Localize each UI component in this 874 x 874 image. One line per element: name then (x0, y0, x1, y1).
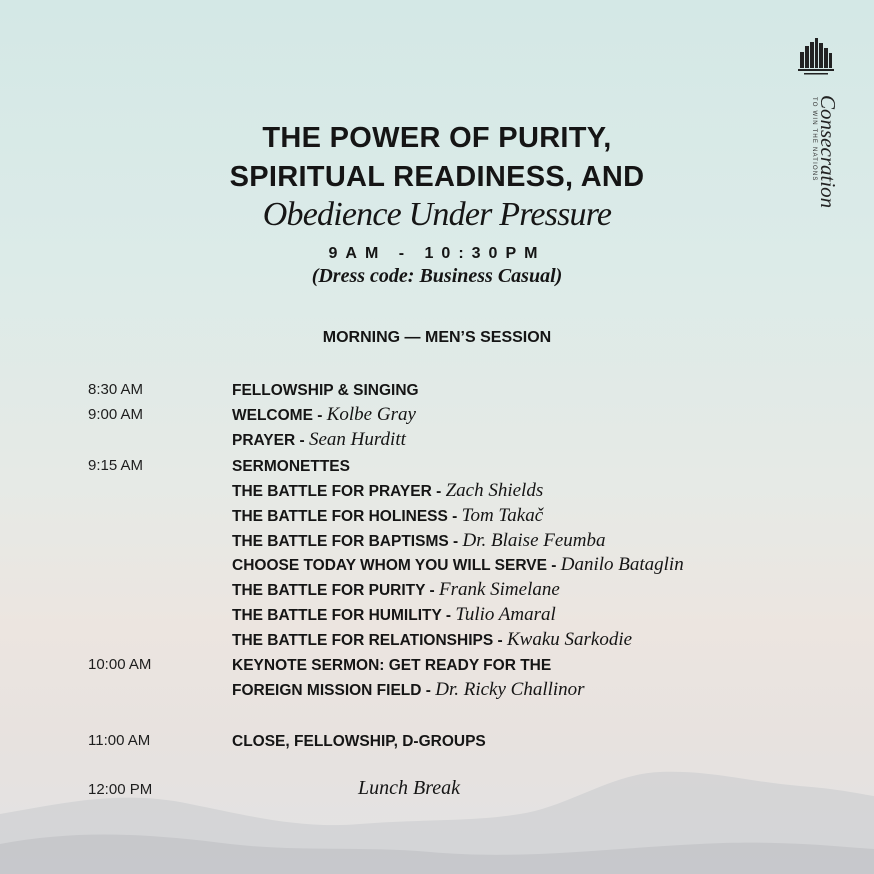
schedule-label: THE BATTLE FOR BAPTISMS (232, 533, 449, 550)
schedule-speaker: Danilo Bataglin (560, 554, 684, 575)
schedule-row (0, 377, 874, 402)
schedule-label: FOREIGN MISSION FIELD (232, 682, 422, 699)
schedule-row (0, 652, 874, 677)
schedule-row-lunch (0, 777, 874, 802)
schedule-separator: - (421, 682, 436, 699)
schedule-time: 11:00 AM (88, 732, 151, 749)
schedule-time: 8:30 AM (88, 381, 144, 398)
schedule-row (0, 402, 874, 427)
schedule-speaker: Kwaku Sarkodie (506, 629, 633, 650)
schedule-time: 9:00 AM (88, 406, 144, 423)
schedule-separator: - (447, 508, 462, 525)
schedule-row (0, 453, 874, 478)
schedule-label: THE BATTLE FOR PRAYER (232, 483, 432, 500)
schedule-speaker: Tom Takač (461, 505, 544, 526)
schedule-row (0, 503, 874, 528)
schedule-row (0, 602, 874, 627)
schedule-time: 10:00 AM (88, 656, 152, 673)
schedule-row (0, 627, 874, 652)
schedule-speaker: Kolbe Gray (326, 404, 416, 425)
schedule-speaker: Dr. Blaise Feumba (462, 530, 606, 551)
schedule-speaker: Dr. Ricky Challinor (435, 679, 585, 700)
schedule-label: KEYNOTE SERMON: GET READY FOR THE (232, 657, 552, 674)
session-title: MORNING — MEN’S SESSION (322, 329, 552, 346)
subtitle: Obedience Under Pressure (262, 196, 612, 233)
schedule-speaker: Tulio Amaral (455, 604, 556, 625)
schedule-speaker: Frank Simelane (438, 579, 560, 600)
schedule-label: THE BATTLE FOR HUMILITY (232, 607, 442, 624)
logo-wordmark: Consecration (816, 95, 840, 209)
schedule-separator: - (295, 432, 309, 449)
title-line-2: SPIRITUAL READINESS, AND (229, 161, 645, 193)
dress-code: (Dress code: Business Casual) (311, 265, 563, 287)
schedule-label: CLOSE, FELLOWSHIP, D-GROUPS (232, 733, 486, 750)
event-time-range: 9AM - 10:30PM (328, 245, 546, 262)
schedule-speaker: Sean Hurditt (308, 429, 406, 450)
schedule-row (0, 552, 874, 577)
schedule-speaker: Zach Shields (445, 480, 544, 501)
schedule-separator: - (493, 632, 507, 649)
title-line-1: THE POWER OF PURITY, (262, 122, 612, 154)
schedule-label: THE BATTLE FOR PURITY (232, 582, 426, 599)
schedule-label: CHOOSE TODAY WHOM YOU WILL SERVE (232, 557, 547, 574)
schedule-time: 12:00 PM (88, 781, 153, 798)
schedule-separator: - (312, 407, 327, 424)
schedule-separator: - (425, 582, 439, 599)
schedule-row (0, 478, 874, 503)
schedule-row (0, 677, 874, 702)
schedule-time: 9:15 AM (88, 457, 144, 474)
schedule-row (0, 728, 874, 753)
schedule-row (0, 528, 874, 553)
schedule-label: PRAYER (232, 432, 296, 449)
schedule-separator: - (441, 607, 456, 624)
lunch-break-label: Lunch Break (358, 777, 461, 799)
schedule-label: THE BATTLE FOR RELATIONSHIPS (232, 632, 494, 649)
city-skyline-icon (798, 38, 834, 78)
schedule-separator: - (431, 483, 446, 500)
schedule-separator: - (448, 533, 463, 550)
schedule-row (0, 427, 874, 452)
schedule-label: FELLOWSHIP & SINGING (232, 382, 419, 399)
schedule-label: THE BATTLE FOR HOLINESS (232, 508, 448, 525)
mountain-background (0, 734, 874, 874)
schedule-label: SERMONETTES (232, 458, 350, 475)
schedule-row (0, 577, 874, 602)
schedule-separator: - (546, 557, 561, 574)
schedule-label: WELCOME (232, 407, 313, 424)
logo-tagline: TO WIN THE NATIONS (811, 97, 817, 182)
